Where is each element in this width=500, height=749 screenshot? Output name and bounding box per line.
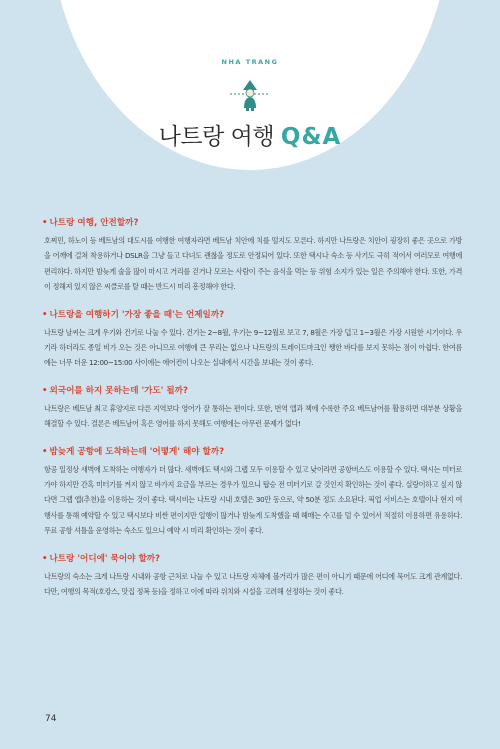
question-heading [42, 445, 462, 457]
question-text: 외국어를 하지 못하는데 '가도' 될까? [49, 385, 188, 396]
question-text: 나트랑을 여행하기 '가장 좋을 때'는 언제일까? [49, 309, 225, 320]
bullet-icon: • [42, 385, 48, 396]
bullet-icon: • [42, 553, 48, 564]
mascot-icon [225, 74, 275, 114]
qa-section-language [44, 384, 462, 432]
qa-section-safety [44, 216, 462, 295]
question-heading [42, 216, 462, 228]
title-accent: Q&A [280, 124, 342, 150]
question-text: 나트랑 '어디에' 묵어야 할까? [49, 553, 161, 564]
question-heading [42, 308, 462, 320]
answer-paragraph: 호찌민, 하노이 등 베트남의 대도시를 여행한 여행자라면 베트남 치안에 치를 떨지도 모른다. 하지만 나트랑은 치안이 굉장히 좋은 곳으로 가방을 어깨에 걸쳐 착용하거나 DSLR을 그냥 들고 다녀도 괜찮을 정도로 안정되어 있다. 또한 택시나 숙소 등 사기도 극히 적어서 여러모로 여행에 편리하다. 하지만 밤늦게 술을 많이 마시고 거리를 걷거나 모르는 사람이 주는 음식을 먹는 등 위험 소지가 있는 일은 주의해야 한다. 또한, 가격이 정해져 있지 않은 씨클로를 탈 때는 반드시 미리 흥정해야 한다. [44, 236, 462, 292]
title-main: 나트랑 여행 [158, 124, 275, 150]
qa-section-best-time [44, 308, 462, 371]
question-heading [42, 384, 462, 396]
qa-content [44, 216, 462, 613]
question-heading [42, 552, 462, 564]
page-title [0, 118, 500, 151]
answer-paragraph: 나트랑의 숙소는 크게 나트랑 시내와 공항 근처로 나눌 수 있고 나트랑 자체에 볼거리가 많은 편이 아니기 때문에 어디에 묵어도 크게 관계없다. 다만, 여행의 목적(호캉스, 맛집 정복 등)을 정하고 이에 따라 위치와 시설을 고려해 선정하는 것이 좋다. [44, 571, 462, 597]
question-text: 나트랑 여행, 안전할까? [49, 218, 139, 228]
qa-section-stay [44, 552, 462, 600]
question-text: 밤늦게 공항에 도착하는데 '어떻게' 해야 할까? [49, 446, 225, 457]
bullet-icon: • [42, 309, 48, 320]
bullet-icon: • [42, 218, 48, 228]
nha-trang-badge: NHA TRANG [221, 58, 279, 66]
page-number: 74 [45, 714, 57, 724]
answer-paragraph: 나트랑 날씨는 크게 우기와 건기로 나눌 수 있다. 건기는 2~8월, 우기는 9~12월로 보고 7, 8월은 가장 덥고 1~3월은 가장 시원한 시기이다. 우기라 하더라도 종일 비가 오는 것은 아니므로 여행에 큰 무리는 없으나 나트랑의 트레이드마크인 쨍한 바다를 보지 못하는 점이 아쉽다. 한여름에는 너무 더운 12:00~15:00 사이에는 에어컨이 나오는 실내에서 시간을 보내는 것이 좋다. [44, 327, 462, 368]
bullet-icon: • [42, 446, 48, 457]
answer-paragraph: 항공 일정상 새벽에 도착하는 여행자가 더 많다. 새벽에도 택시와 그랩 모두 이용할 수 있고 낮이라면 공항버스도 이용할 수 있다. 택시는 미터로 가야 하지만 간혹 미터기를 켜지 않고 바가지 요금을 부르는 경우가 있으니 탑승 전 미터기로 갈 것인지 확인하는 것이 좋다. 실랑이하고 싶지 않다면 그랩 앱(추천)을 이용하는 것이 좋다. 택시비는 나트랑 시내 호텔은 30만 동으로, 약 50분 정도 소요된다. 픽업 서비스는 호텔이나 현지 여행사를 통해 예약할 수 있고 택시보다 비싼 편이지만 일행이 많거나 밤늦게 도착했을 때 헤매는 수고를 덜 수 있어서 적절히 이용하면 유용하다. 무료 공항 셔틀을 운영하는 숙소도 있으니 예약 시 미리 확인하는 것이 좋다. [44, 464, 462, 536]
answer-paragraph: 나트랑은 베트남 최고 휴양지로 다른 지역보다 영어가 잘 통하는 편이다. 또한, 번역 앱과 책에 수록한 주요 베트남어를 활용하면 대부분 상황을 해결할 수 있다. 결론은 베트남어 혹은 영어를 하지 못해도 여행에는 아무런 문제가 없다! [44, 403, 462, 429]
qa-section-airport [44, 445, 462, 539]
